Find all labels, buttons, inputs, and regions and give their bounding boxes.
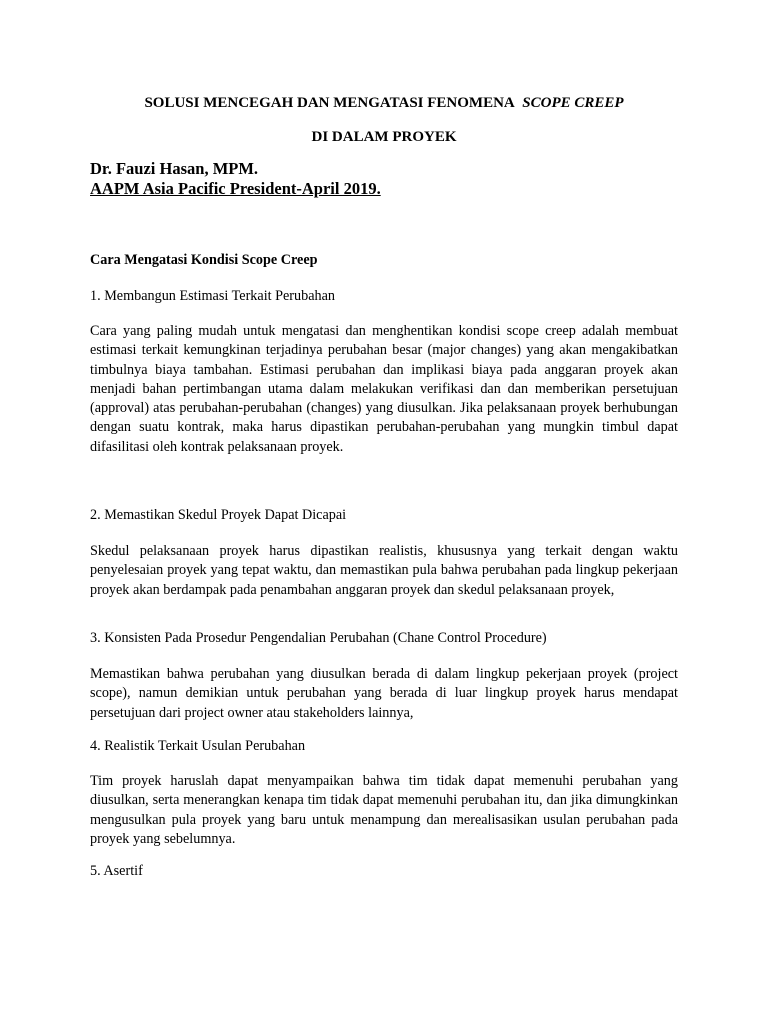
item-2-text: Skedul pelaksanaan proyek harus dipastikan realistis, khususnya yang terkait dengan waktu penyelesaian proyek yang tepat waktu, dan memastikan pula bahwa perubahan pada lingkup pekerjaan proyek akan berdampak pada penambahan anggaran proyek dan skedul pelaksanaan proyek, xyxy=(90,543,678,598)
item-3-text: Memastikan bahwa perubahan yang diusulkan berada di dalam lingkup pekerjaan proyek (project scope), namun demikian untuk perubahan yang berada di luar lingkup proyek harus mendapat persetujuan dari project owner atau stakeholders lainnya, xyxy=(90,666,678,721)
item-3-heading: 3. Konsisten Pada Prosedur Pengendalian Perubahan (Chane Control Procedure) xyxy=(90,630,547,646)
document-title-line-1 xyxy=(90,94,678,112)
author-name: Dr. Fauzi Hasan, MPM. xyxy=(90,159,259,178)
document-title-line-2: DI DALAM PROYEK xyxy=(311,129,457,145)
item-1-heading: 1. Membangun Estimasi Terkait Perubahan xyxy=(90,288,336,304)
title-italic-text: SCOPE CREEP xyxy=(522,95,624,111)
title-main-text: SOLUSI MENCEGAH DAN MENGATASI FENOMENA xyxy=(144,95,515,111)
item-4-heading: 4. Realistik Terkait Usulan Perubahan xyxy=(90,738,306,754)
author-affiliation: AAPM Asia Pacific President-April 2019. xyxy=(90,179,381,198)
section-title: Cara Mengatasi Kondisi Scope Creep xyxy=(90,252,318,268)
item-4-text: Tim proyek haruslah dapat menyampaikan bahwa tim tidak dapat memenuhi perubahan yang diusulkan, serta menerangkan kenapa tim tidak dapat memenuhi perubahan itu, dan jika dimungkinkan mengusulkan pula proyek yang baru untuk menampung dan merealisasikan usulan perubahan pada proyek yang sebelumnya. xyxy=(90,773,678,847)
item-2-heading: 2. Memastikan Skedul Proyek Dapat Dicapai xyxy=(90,507,347,523)
item-5-heading: 5. Asertif xyxy=(90,863,143,879)
item-1-text: Cara yang paling mudah untuk mengatasi dan menghentikan kondisi scope creep adalah membuat estimasi terkait kemungkinan terjadinya perubahan besar (major changes) yang akan mengakibatkan timbulnya biaya tambahan. Estimasi perubahan dan implikasi biaya pada anggaran proyek akan menjadi bahan pertimbangan utama dalam melakukan verifikasi dan dan memberikan persetujuan (approval) atas perubahan-perubahan (changes) yang diusulkan. Jika pelaksanaan proyek berhubungan dengan suatu kontrak, maka harus dipastikan perubahan-perubahan yang mungkin timbul dapat difasilitasi oleh kontrak pelaksanaan proyek. xyxy=(90,323,678,455)
